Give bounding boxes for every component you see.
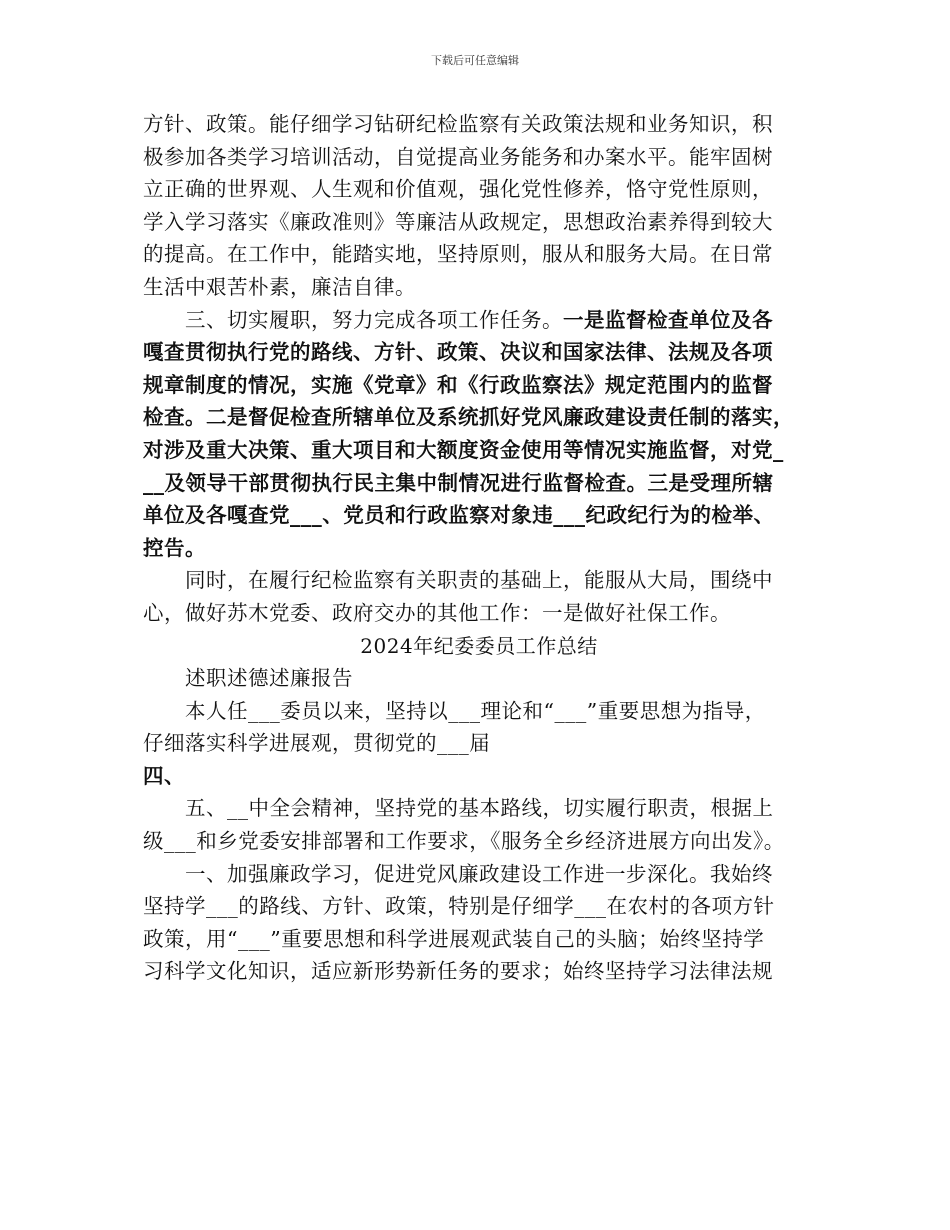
- section-three-heading: 三、切实履职，努力完成各项工作任务。: [185, 307, 563, 332]
- text-line: 一、加强廉政学习，促进党风廉政建设工作进一步深化。我始终: [185, 861, 773, 886]
- section-three-line: [143, 304, 815, 337]
- text-line: 嘎查贯彻执行党的路线、方针、政策、决议和国家法律、法规及各项: [143, 340, 773, 365]
- text-line: 本人任___委员以来，坚持以___理论和“___”重要思想为指导，: [185, 698, 766, 723]
- text-line: 坚持学___的路线、方针、政策，特别是仔细学___在农村的各项方针: [143, 894, 775, 919]
- text-line: 规章制度的情况，实施《党章》和《行政监察法》规定范围内的监督: [143, 372, 773, 397]
- text-line: 极参加各类学习培训活动，自觉提高业务能务和办案水平。能牢固树: [143, 144, 773, 169]
- document-body: [143, 108, 815, 988]
- text-line: 检查。二是督促检查所辖单位及系统抓好党风廉政建设责任制的落实，: [143, 405, 794, 430]
- section-title: 2024年纪委委员工作总结: [360, 633, 598, 658]
- text-line: 生活中艰苦朴素，廉洁自律。: [143, 274, 416, 299]
- text-line: 政策，用“___”重要思想和科学进展观武装自己的头脑；始终坚持学: [143, 926, 765, 951]
- text-line: 心，做好苏木党委、政府交办的其他工作：一是做好社保工作。: [143, 600, 731, 625]
- text-line: 同时，在履行纪检监察有关职责的基础上，能服从大局，围绕中: [185, 568, 773, 593]
- text-line: 方针、政策。能仔细学习钻研纪检监察有关政策法规和业务知识，积: [143, 112, 773, 136]
- text-line: 五、__中全会精神，坚持党的基本路线，切实履行职责，根据上: [185, 796, 774, 821]
- section-three-bold-text: 一是监督检查单位及各: [563, 307, 773, 332]
- text-line: 仔细落实科学进展观，贯彻党的___届: [143, 731, 491, 756]
- section-number: 四、: [143, 763, 185, 788]
- text-line: 对涉及重大决策、重大项目和大额度资金使用等情况实施监督，对党_: [143, 437, 784, 462]
- text-line: 的提高。在工作中，能踏实地，坚持原则，服从和服务大局。在日常: [143, 242, 773, 267]
- text-line: __及领导干部贯彻执行民主集中制情况进行监督检查。三是受理所辖: [143, 470, 774, 495]
- text-line: 学入学习落实《廉政准则》等廉洁从政规定，思想政治素养得到较大: [143, 209, 773, 234]
- text-line: 控告。: [143, 535, 206, 560]
- text-line: 习科学文化知识，适应新形势新任务的要求；始终坚持学习法律法规: [143, 959, 773, 984]
- text-line: 单位及各嘎查党___、党员和行政监察对象违___纪政纪行为的检举、: [143, 503, 775, 528]
- subtitle: 述职述德述廉报告: [185, 666, 353, 691]
- text-line: 级___和乡党委安排部署和工作要求，《服务全乡经济进展方向出发》。: [143, 829, 785, 854]
- text-line: 立正确的世界观、人生观和价值观，强化党性修养，恪守党性原则，: [143, 177, 773, 202]
- page-header: 下载后可任意编辑: [431, 54, 519, 67]
